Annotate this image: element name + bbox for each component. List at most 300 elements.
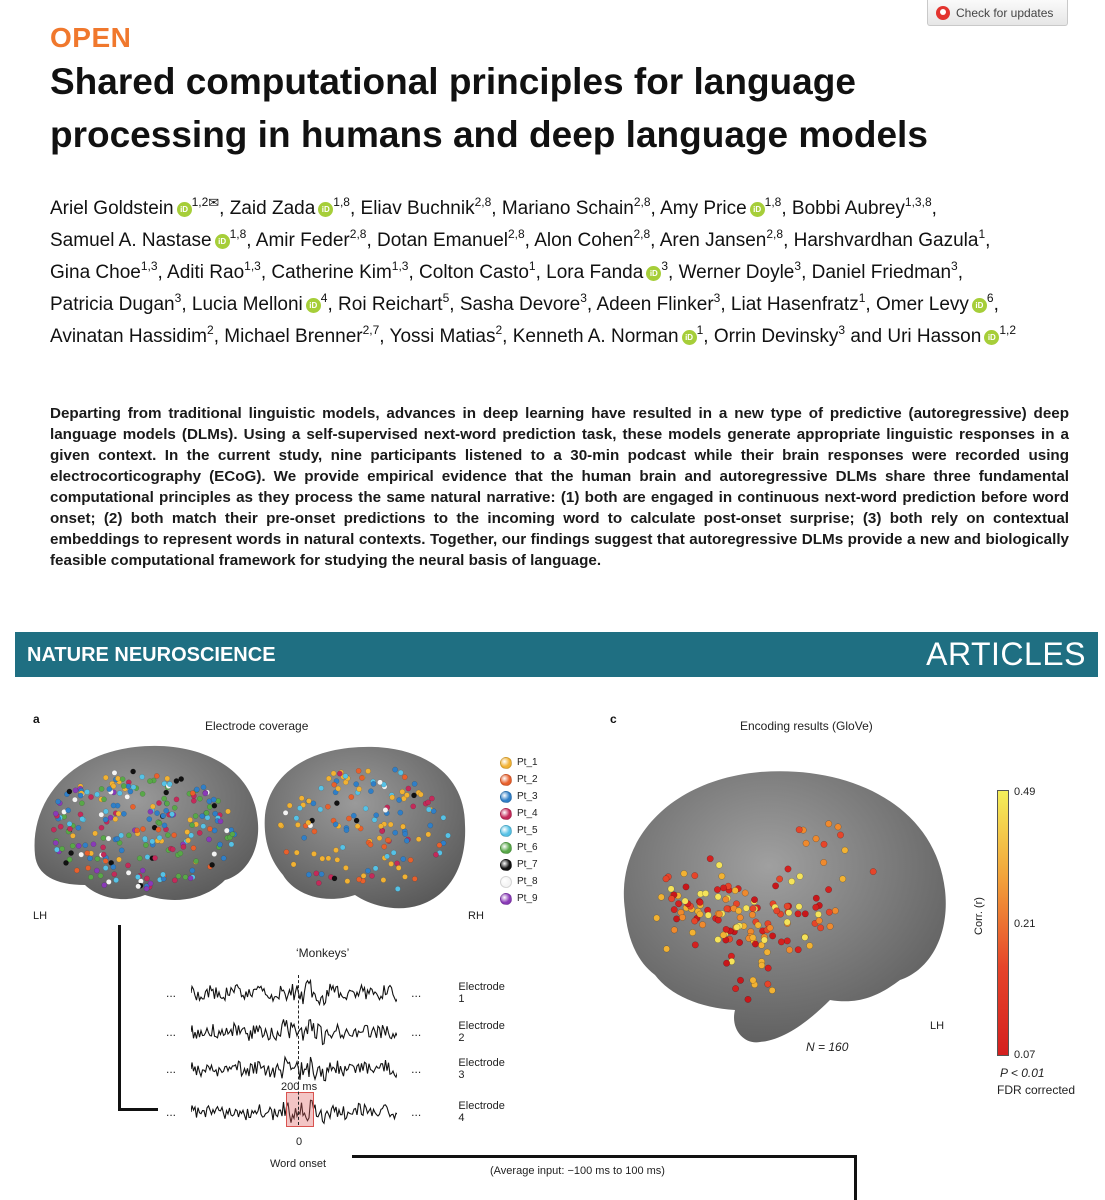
electrode-marker <box>172 805 177 810</box>
colorbar-min: 0.07 <box>1014 1049 1036 1061</box>
author-name[interactable] <box>887 323 1017 347</box>
ellipsis-left: ... <box>166 1062 177 1076</box>
electrode-marker <box>152 855 157 860</box>
article-title: Shared computational principles for language processing in humans and deep language models <box>50 61 928 155</box>
author-label: Roi Reichart <box>338 294 443 315</box>
encoding-electrode-marker <box>786 910 792 916</box>
electrode-marker <box>67 789 72 794</box>
electrode-marker <box>164 790 169 795</box>
author-label: Mariano Schain <box>501 198 634 219</box>
electrode-marker <box>284 849 289 854</box>
author-name[interactable] <box>50 259 158 283</box>
electrode-marker <box>368 789 373 794</box>
affiliation-superscript: 2,8 <box>474 195 492 209</box>
encoding-electrode-marker <box>715 894 721 900</box>
electrode-marker <box>120 777 125 782</box>
electrode-marker <box>340 845 345 850</box>
connector-vertical <box>118 925 121 1111</box>
encoding-electrode-marker <box>724 906 730 912</box>
electrode-marker <box>116 811 121 816</box>
electrode-marker <box>400 789 405 794</box>
ellipsis-left: ... <box>166 1105 177 1119</box>
orcid-icon[interactable]: iD <box>646 266 661 281</box>
electrode-marker <box>86 865 91 870</box>
electrode-marker <box>147 817 152 822</box>
electrode-marker <box>164 801 169 806</box>
electrode-marker <box>390 795 395 800</box>
electrode-marker <box>137 856 142 861</box>
electrode-marker <box>103 817 108 822</box>
electrode-marker <box>142 836 147 841</box>
electrode-marker <box>201 785 206 790</box>
affiliation-superscript: 2,8 <box>633 195 651 209</box>
electrode-marker <box>156 827 161 832</box>
electrode-marker <box>85 789 90 794</box>
electrode-marker <box>369 873 374 878</box>
electrode-marker <box>117 791 122 796</box>
encoding-electrode-marker <box>803 840 809 846</box>
legend-marker-icon <box>500 757 512 769</box>
electrode-marker <box>162 823 167 828</box>
affiliation-superscript: 2,8 <box>507 227 525 241</box>
electrode-marker <box>343 774 348 779</box>
encoding-electrode-marker <box>692 942 698 948</box>
electrode-marker <box>131 785 136 790</box>
author-label: Samuel A. Nastase <box>50 230 212 251</box>
electrode-marker <box>400 824 405 829</box>
author-name[interactable] <box>546 259 669 283</box>
electrode-trace-row <box>166 1017 512 1047</box>
electrode-marker <box>140 791 145 796</box>
author-name[interactable] <box>271 259 409 283</box>
affiliation-superscript: 5 <box>442 291 450 305</box>
electrode-marker <box>176 874 181 879</box>
electrode-marker <box>354 782 359 787</box>
electrode-marker <box>306 798 311 803</box>
author-label: Eliav Buchnik <box>360 198 475 219</box>
author-label: Liat Hasenfratz <box>730 294 859 315</box>
electrode-marker <box>365 868 370 873</box>
orcid-icon[interactable]: iD <box>318 202 333 217</box>
orcid-icon[interactable]: iD <box>972 298 987 313</box>
electrode-marker <box>111 803 116 808</box>
author-label: Uri Hasson <box>887 326 982 347</box>
author-name[interactable] <box>811 259 958 283</box>
encoding-electrode-marker <box>786 947 792 953</box>
electrode-marker <box>79 801 84 806</box>
author-name[interactable] <box>255 227 367 251</box>
electrode-marker <box>63 860 68 865</box>
affiliation-superscript: 2,8 <box>766 227 784 241</box>
author-name[interactable] <box>50 291 182 315</box>
electrode-marker <box>95 792 100 797</box>
electrode-marker <box>356 768 361 773</box>
encoding-electrode-marker <box>815 911 821 917</box>
author-list: Ariel Goldstein iD$^{1,2✉}$, Zaid Zada iD$^{1,8}$, Eliav Buchnik$^{2,8}$, Mariano Schain$^{2,8}$, Amy Price iD$^{1,8}$, Bobbi Aubrey$^{1,3,8}$, Samuel A. Nastase iD$^{1,8}$, Amir Feder$^{2,8}$, Dotan Emanuel$^{2,8}$, Alon Cohen$^{2,8}$, Aren Jansen$^{2,8}$, Harshvardhan Gazula$^1$, Gina Choe$^{1,3}$, Aditi Rao$^{1,3}$, Catherine Kim$^{1,3}$, Colton Casto$^1$, Lora Fanda iD$^3$, Werner Doyle$^3$, Daniel Friedman$^3$, Patricia Dugan$^3$, Lucia Melloni iD$^4$, Roi Reichart$^5$, Sasha Devore$^3$, Adeen Flinker$^3$, Liat Hasenfratz$^1$, Omer Levy iD$^6$, Avinatan Hassidim$^2$, Michael Brenner$^{2,7}$, Yossi Matias$^2$, Kenneth A. Norman iD$^1$, Orrin Devinsky$^3$ and Uri Hasson iD$^{1,2}$ <box>50 195 1017 347</box>
author-label: Kenneth A. Norman <box>512 326 679 347</box>
encoding-electrode-marker <box>663 946 669 952</box>
electrode-marker <box>374 813 379 818</box>
encoding-electrode-marker <box>827 923 833 929</box>
electrode-marker <box>172 878 177 883</box>
encoding-electrode-marker <box>826 821 832 827</box>
electrode-marker <box>101 852 106 857</box>
electrode-marker <box>54 847 59 852</box>
electrode-marker <box>210 862 215 867</box>
author-label: Patricia Dugan <box>50 294 175 315</box>
electrode-marker <box>212 828 217 833</box>
electrode-marker <box>406 786 411 791</box>
legend-label: Pt_6 <box>517 842 538 853</box>
colorbar-axis-label: Corr. (r) <box>972 897 985 935</box>
electrode-marker <box>212 803 217 808</box>
electrode-marker <box>403 831 408 836</box>
electrode-marker <box>411 804 416 809</box>
electrode-marker <box>224 828 229 833</box>
author-label: Bobbi Aubrey <box>791 198 905 219</box>
electrode-marker <box>332 782 337 787</box>
colorbar-max: 0.49 <box>1014 786 1036 798</box>
author-name[interactable] <box>659 227 784 251</box>
encoding-electrode-marker <box>723 926 729 932</box>
electrode-marker <box>334 801 339 806</box>
author-name[interactable] <box>678 259 802 283</box>
electrode-marker <box>441 815 446 820</box>
electrode-marker <box>78 793 83 798</box>
author-name[interactable] <box>793 227 986 251</box>
electrode-marker <box>181 844 186 849</box>
electrode-marker <box>426 807 431 812</box>
encoding-electrode-marker <box>732 985 738 991</box>
encoding-electrode-marker <box>826 909 832 915</box>
email-icon[interactable]: ✉ <box>208 195 220 210</box>
electrode-marker <box>188 876 193 881</box>
electrode-marker <box>361 873 366 878</box>
electrode-marker <box>357 787 362 792</box>
electrode-marker <box>344 828 349 833</box>
electrode-marker <box>112 872 117 877</box>
affiliation-superscript: 1,8 <box>229 227 247 241</box>
electrode-marker <box>356 877 361 882</box>
electrode-marker <box>80 816 85 821</box>
author-name[interactable] <box>713 323 846 347</box>
electrode-marker <box>88 794 93 799</box>
author-name[interactable] <box>50 227 247 251</box>
n-electrodes-label: N = 160 <box>806 1040 849 1054</box>
author-name[interactable] <box>50 195 220 219</box>
author-name[interactable] <box>167 259 261 283</box>
patient-legend <box>500 754 538 907</box>
encoding-electrode-marker <box>750 977 756 983</box>
legend-label: Pt_7 <box>517 859 538 870</box>
encoding-electrode-marker <box>697 911 703 917</box>
electrode-marker <box>60 846 65 851</box>
affiliation-superscript: 3 <box>580 291 587 305</box>
encoding-electrode-marker <box>807 943 813 949</box>
encoding-electrode-marker <box>671 927 677 933</box>
crossmark-icon <box>936 6 950 20</box>
electrode-marker <box>164 808 169 813</box>
encoding-electrode-marker <box>769 933 775 939</box>
orcid-icon[interactable]: iD <box>750 202 765 217</box>
electrode-trace-row <box>166 1054 512 1084</box>
encoding-electrode-marker <box>813 836 819 842</box>
author-name[interactable] <box>229 195 350 219</box>
electrode-marker <box>398 770 403 775</box>
electrode-marker <box>53 811 58 816</box>
encoding-electrode-marker <box>750 934 756 940</box>
encoding-electrode-marker <box>778 939 784 945</box>
author-name[interactable] <box>50 323 214 347</box>
affiliation-superscript: 2,8 <box>633 227 651 241</box>
affiliation-superscript: 1,8 <box>764 195 782 209</box>
electrode-marker <box>113 817 118 822</box>
electrode-marker <box>203 791 208 796</box>
affiliation-superscript: 3 <box>661 259 669 273</box>
electrode-marker <box>125 794 130 799</box>
electrode-marker <box>160 872 165 877</box>
open-access-label: OPEN <box>50 22 132 53</box>
author-label: Adeen Flinker <box>596 294 714 315</box>
electrode-marker <box>377 836 382 841</box>
author-name[interactable] <box>660 195 782 219</box>
encoding-hemisphere-label: LH <box>930 1020 945 1032</box>
author-name[interactable] <box>501 195 651 219</box>
electrode-marker <box>69 850 74 855</box>
electrode-marker <box>174 797 179 802</box>
author-name[interactable] <box>459 291 587 315</box>
electrode-marker <box>99 786 104 791</box>
affiliation-superscript: 1 <box>978 227 986 241</box>
check-updates-button[interactable] <box>927 0 1068 26</box>
encoding-electrode-marker <box>784 919 790 925</box>
electrode-marker <box>190 823 195 828</box>
author-label: Sasha Devore <box>459 294 581 315</box>
author-name[interactable] <box>419 259 536 283</box>
legend-marker-icon <box>500 774 512 786</box>
electrode-label: Electrode 3 <box>458 1057 505 1081</box>
signal-trace <box>191 1017 397 1047</box>
electrode-marker <box>325 804 330 809</box>
electrode-marker <box>398 810 403 815</box>
electrode-marker <box>194 859 199 864</box>
electrode-marker <box>111 864 116 869</box>
affiliation-superscript: 1 <box>696 323 704 337</box>
electrode-marker <box>311 801 316 806</box>
electrode-marker <box>53 840 58 845</box>
electrode-marker <box>121 783 126 788</box>
electrode-marker <box>130 804 135 809</box>
encoding-electrode-marker <box>769 987 775 993</box>
electrode-marker <box>318 807 323 812</box>
encoding-brain <box>610 750 970 1060</box>
electrode-marker <box>378 824 383 829</box>
author-label: Harshvardhan Gazula <box>793 230 979 251</box>
encoding-electrode-marker <box>761 937 767 943</box>
electrode-marker <box>319 786 324 791</box>
author-label: Amy Price <box>660 198 747 219</box>
encoding-electrode-marker <box>671 906 677 912</box>
electrode-marker <box>147 779 152 784</box>
electrode-marker <box>103 858 108 863</box>
right-hemisphere-shape <box>265 747 465 908</box>
orcid-icon[interactable]: iD <box>984 330 999 345</box>
left-hemisphere-label: LH <box>33 910 48 922</box>
electrode-marker <box>88 875 93 880</box>
encoding-electrode-marker <box>689 929 695 935</box>
electrode-marker <box>101 797 106 802</box>
author-name[interactable] <box>338 291 450 315</box>
electrode-marker <box>125 863 130 868</box>
encoding-electrode-marker <box>817 925 823 931</box>
signal-trace <box>191 1054 397 1084</box>
electrode-marker <box>299 796 304 801</box>
electrode-marker <box>95 856 100 861</box>
electrode-marker <box>154 773 159 778</box>
electrode-marker <box>393 830 398 835</box>
electrode-marker <box>326 776 331 781</box>
legend-item <box>500 754 538 771</box>
legend-label: Pt_3 <box>517 791 538 802</box>
electrode-marker <box>119 848 124 853</box>
author-name[interactable] <box>791 195 932 219</box>
electrode-marker <box>418 792 423 797</box>
electrode-marker <box>278 822 283 827</box>
electrode-marker <box>179 776 184 781</box>
encoding-electrode-marker <box>663 876 669 882</box>
ellipsis-right: ... <box>411 986 422 1000</box>
affiliation-superscript: 1,2 <box>999 323 1017 337</box>
electrode-marker <box>98 873 103 878</box>
orcid-icon[interactable]: iD <box>682 330 697 345</box>
electrode-label: Electrode 4 <box>458 1100 505 1124</box>
onset-window-box <box>286 1092 314 1127</box>
average-input-label: (Average input: −100 ms to 100 ms) <box>490 1165 665 1177</box>
electrode-marker <box>94 868 99 873</box>
electrode-marker <box>401 856 406 861</box>
word-onset-label: Word onset <box>270 1158 327 1170</box>
electrode-marker <box>170 847 175 852</box>
electrode-marker <box>72 797 77 802</box>
encoding-electrode-marker <box>658 894 664 900</box>
orcid-icon[interactable]: iD <box>215 234 230 249</box>
affiliation-superscript: 1,3,8 <box>904 195 932 209</box>
electrode-marker <box>320 856 325 861</box>
encoding-electrode-marker <box>736 939 742 945</box>
author-label: Gina Choe <box>50 262 141 283</box>
electrode-marker <box>93 831 98 836</box>
author-name[interactable] <box>377 227 525 251</box>
author-label: Alon Cohen <box>534 230 634 251</box>
affiliation-superscript: 2,8 <box>349 227 367 241</box>
legend-marker-icon <box>500 791 512 803</box>
author-name[interactable] <box>875 291 994 315</box>
encoding-electrode-marker <box>714 886 720 892</box>
electrode-marker <box>193 813 198 818</box>
encoding-electrode-marker <box>743 905 749 911</box>
electrode-marker <box>56 799 61 804</box>
encoding-electrode-marker <box>679 914 685 920</box>
author-name[interactable] <box>389 323 503 347</box>
electrode-marker <box>165 776 170 781</box>
encoding-electrode-marker <box>752 941 758 947</box>
electrode-marker <box>101 845 106 850</box>
colorbar <box>997 790 1009 1056</box>
electrode-marker <box>99 812 104 817</box>
electrode-marker <box>445 833 450 838</box>
affiliation-superscript: 2 <box>495 323 503 337</box>
electrode-marker <box>336 786 341 791</box>
orcid-icon[interactable]: iD <box>177 202 192 217</box>
electrode-marker <box>99 825 104 830</box>
author-name[interactable] <box>596 291 721 315</box>
author-name[interactable] <box>224 323 380 347</box>
electrode-marker <box>333 848 338 853</box>
encoding-electrode-marker <box>765 981 771 987</box>
encoding-electrode-marker <box>742 890 748 896</box>
encoding-electrode-marker <box>802 934 808 940</box>
electrode-marker <box>354 818 359 823</box>
electrode-marker <box>211 797 216 802</box>
electrode-marker <box>58 824 63 829</box>
encoding-electrode-marker <box>832 908 838 914</box>
affiliation-superscript: 1,3 <box>140 259 158 273</box>
encoding-electrode-marker <box>715 936 721 942</box>
encoding-electrode-marker <box>668 886 674 892</box>
author-name[interactable] <box>534 227 651 251</box>
encoding-electrode-marker <box>720 932 726 938</box>
electrode-marker <box>115 776 120 781</box>
encoding-electrode-marker <box>797 873 803 879</box>
encoding-electrode-marker <box>692 872 698 878</box>
encoding-electrode-marker <box>774 908 780 914</box>
electrode-marker <box>229 842 234 847</box>
electrode-marker <box>197 796 202 801</box>
encoding-electrode-marker <box>719 873 725 879</box>
electrode-marker <box>411 793 416 798</box>
orcid-icon[interactable]: iD <box>306 298 321 313</box>
encoding-electrode-marker <box>767 925 773 931</box>
encoding-electrode-marker <box>654 915 660 921</box>
author-name[interactable] <box>730 291 866 315</box>
electrode-marker <box>67 826 72 831</box>
electrode-marker <box>140 826 145 831</box>
electrode-marker <box>106 836 111 841</box>
author-name[interactable] <box>360 195 492 219</box>
legend-item <box>500 771 538 788</box>
electrode-marker <box>295 822 300 827</box>
author-label: Lucia Melloni <box>191 294 303 315</box>
author-label: Lora Fanda <box>546 262 644 283</box>
electrode-marker <box>144 876 149 881</box>
legend-label: Pt_4 <box>517 808 538 819</box>
electrode-marker <box>190 868 195 873</box>
electrode-marker <box>218 819 223 824</box>
encoding-electrode-marker <box>697 899 703 905</box>
electrode-marker <box>416 837 421 842</box>
electrode-marker <box>148 881 153 886</box>
electrode-marker <box>363 806 368 811</box>
author-name[interactable] <box>512 323 704 347</box>
author-name[interactable] <box>191 291 328 315</box>
panel-a-label: a <box>33 712 40 726</box>
electrode-marker <box>101 835 106 840</box>
affiliation-superscript: 1,8 <box>333 195 350 209</box>
electrode-marker <box>426 800 431 805</box>
panel-c-title: Encoding results (GloVe) <box>740 719 873 733</box>
electrode-marker <box>204 810 209 815</box>
encoding-electrode-marker <box>835 824 841 830</box>
